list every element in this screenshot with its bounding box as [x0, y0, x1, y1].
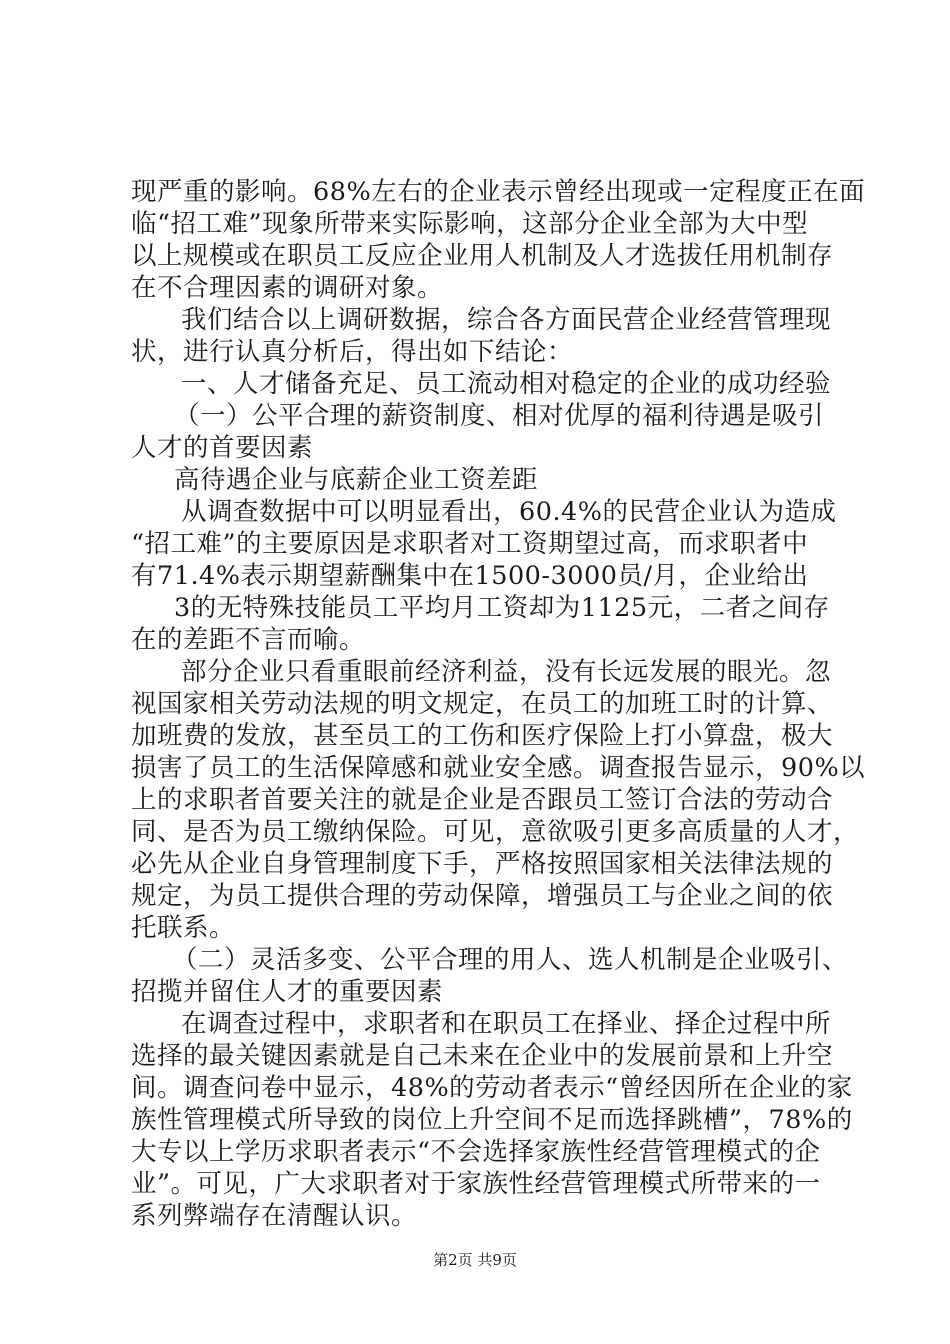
text-line: 高待遇企业与底薪企业工资差距: [174, 465, 539, 495]
text-line: 上的求职者首要关注的就是企业是否跟员工签订合法的劳动合: [131, 785, 834, 815]
text-line: 族性管理模式所导致的岗位上升空间不足而选择跳槽”，78%的: [131, 1105, 853, 1135]
text-line: 临“招工难”现象所带来实际影响，这部分企业全部为大中型: [131, 209, 809, 239]
text-line: 在不合理因素的调研对象。: [131, 273, 444, 303]
text-line: 有71.4%表示期望薪酬集中在1500-3000员/月，企业给出: [131, 561, 809, 591]
subsection-heading: （一）公平合理的薪资制度、相对优厚的福利待遇是吸引: [174, 401, 825, 431]
subsection-heading: 人才的首要因素: [131, 433, 314, 463]
section-heading: 一、人才储备充足、员工流动相对稳定的企业的成功经验: [181, 369, 832, 399]
text-line: 间。调查问卷中显示，48%的劳动者表示“曾经因所在企业的家: [131, 1073, 853, 1103]
text-line: 系列弊端存在清醒认识。: [131, 1201, 418, 1231]
text-line: 我们结合以上调研数据，综合各方面民营企业经营管理现: [181, 305, 832, 335]
text-line: 视国家相关劳动法规的明文规定，在员工的加班工时的计算、: [131, 689, 834, 719]
text-line: 托联系。: [131, 913, 236, 943]
text-line: 损害了员工的生活保障感和就业安全感。调查报告显示，90%以: [131, 753, 866, 783]
text-line: 选择的最关键因素就是自己未来在企业中的发展前景和上升空: [131, 1041, 834, 1071]
text-line: 部分企业只看重眼前经济利益，没有长远发展的眼光。忽: [181, 657, 832, 687]
text-line: 必先从企业自身管理制度下手，严格按照国家相关法律法规的: [131, 849, 834, 879]
text-line: 在调查过程中，求职者和在职员工在择业、择企过程中所: [181, 1009, 832, 1039]
subsection-heading: （二）灵活多变、公平合理的用人、选人机制是企业吸引、: [172, 945, 849, 975]
text-line: 状，进行认真分析后，得出如下结论：: [131, 337, 574, 367]
text-line: 大专以上学历求职者表示“不会选择家族性经营管理模式的企: [131, 1137, 821, 1167]
text-line: 从调查数据中可以明显看出，60.4%的民营企业认为造成: [181, 497, 837, 527]
text-line: 同、是否为员工缴纳保险。可见，意欲吸引更多高质量的人才，: [131, 817, 860, 847]
text-line: “招工难”的主要原因是求职者对工资期望过高，而求职者中: [131, 529, 809, 559]
text-line: 3的无特殊技能员工平均月工资却为1125元，二者之间存: [174, 593, 830, 623]
text-line: 规定，为员工提供合理的劳动保障，增强员工与企业之间的依: [131, 881, 834, 911]
page-number-footer: 第2页 共9页: [433, 1251, 517, 1269]
text-line: 业”。可见，广大求职者对于家族性经营管理模式所带来的一: [131, 1169, 821, 1199]
subsection-heading: 招揽并留住人才的重要因素: [131, 977, 444, 1007]
text-line: 现严重的影响。68%左右的企业表示曾经出现或一定程度正在面: [131, 177, 866, 207]
text-line: 以上规模或在职员工反应企业用人机制及人才选拔任用机制存: [131, 241, 834, 271]
text-line: 在的差距不言而喻。: [131, 625, 366, 655]
text-line: 加班费的发放，甚至员工的工伤和医疗保险上打小算盘，极大: [131, 721, 834, 751]
